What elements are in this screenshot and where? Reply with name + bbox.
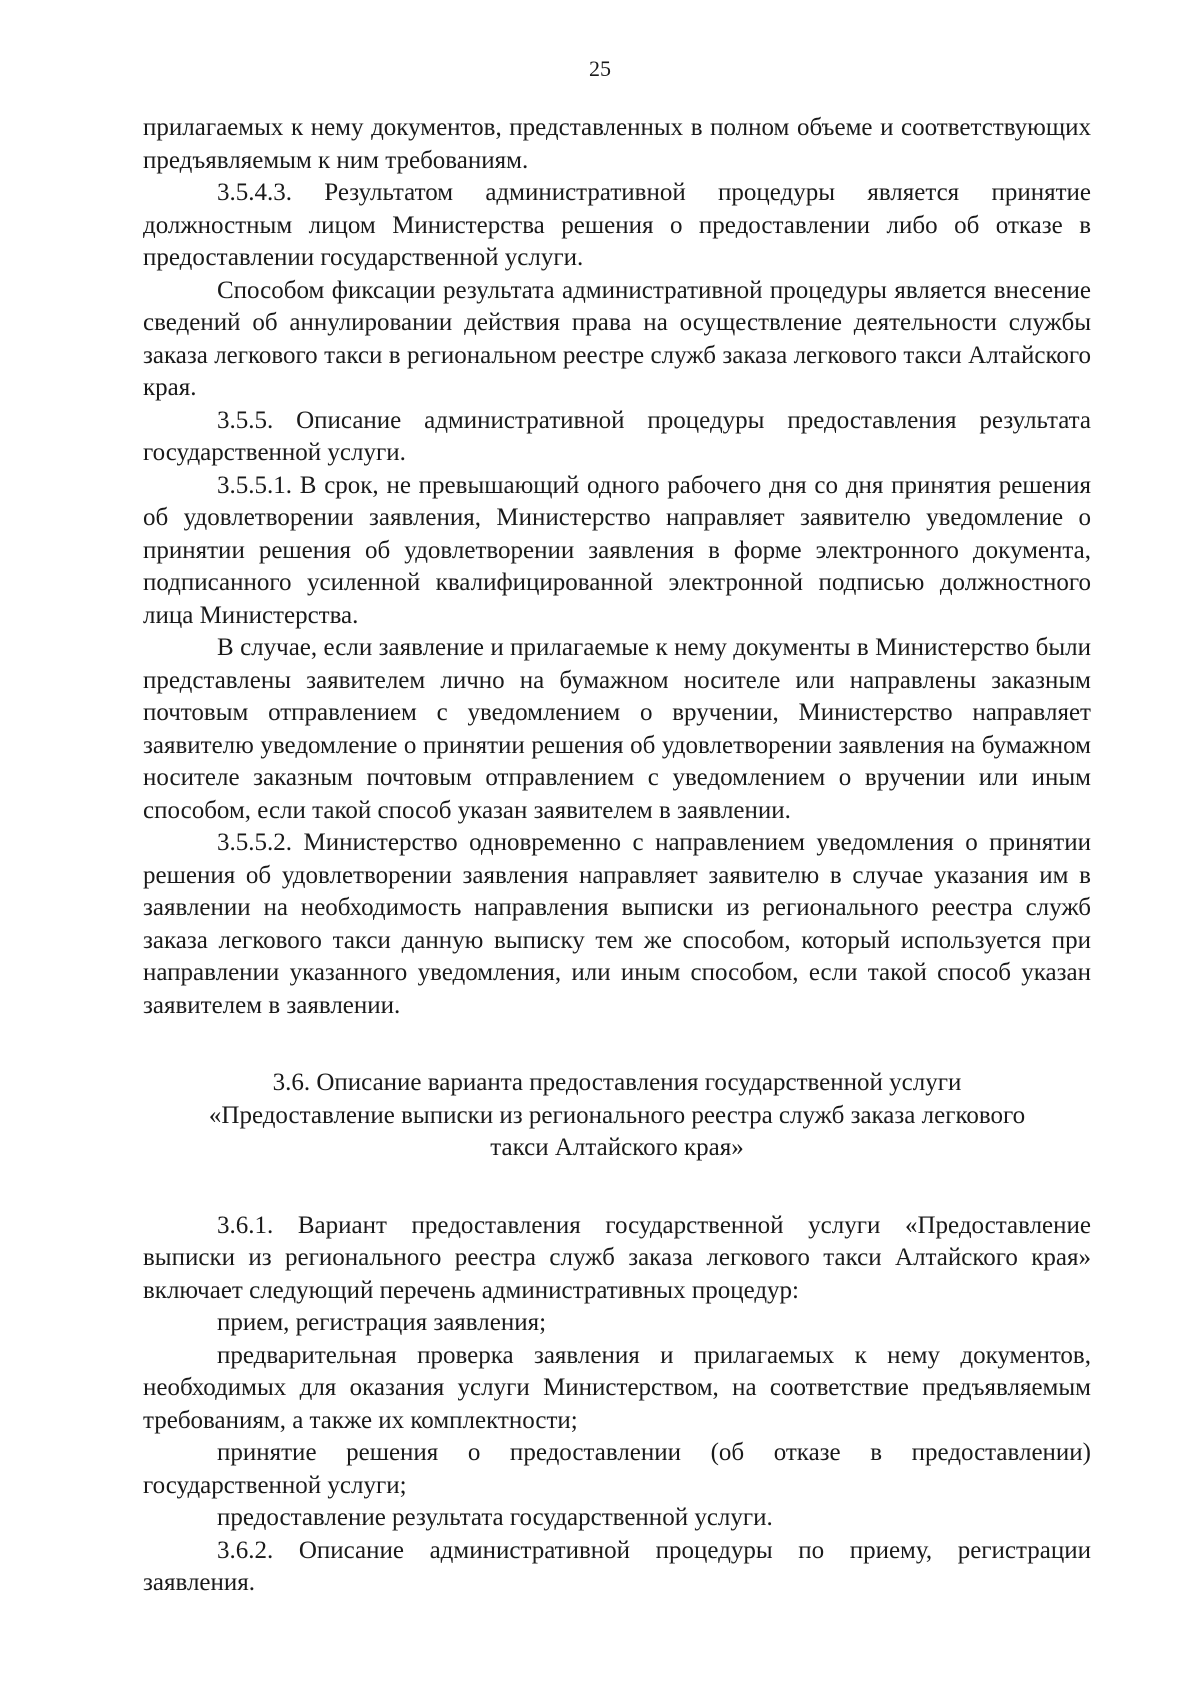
paragraph-3-5-5-2: 3.5.5.2. Министерство одновременно с направлением уведомления о принятии решения об удовлетворении заявления направляет заявителю в случае указания им в заявлении на необходимость направления выписки из регионального реестра служб заказа легкового такси данную выписку тем же способом, который используется при направлении указанного уведомления, или иным способом, если такой способ указан заявителем в заявлении. xyxy=(143,829,1091,1019)
section-heading-3-6 xyxy=(143,1067,1091,1165)
page-number: 25 xyxy=(589,56,611,81)
heading-line-1: 3.6. Описание варианта предоставления государственной услуги xyxy=(272,1069,962,1096)
paragraph-3-5-4-3: 3.5.4.3. Результатом административной процедуры является принятие должностным лицом Министерства решения о предоставлении либо об отказе в предоставлении государственной услуги. xyxy=(143,179,1091,271)
paragraph-fixation: Способом фиксации результата административной процедуры является внесение сведений об аннулировании действия права на осуществление деятельности службы заказа легкового такси в региональном реестре служб заказа легкового такси Алтайского края. xyxy=(143,276,1091,401)
paragraph-3-5-5-1: 3.5.5.1. В срок, не превышающий одного рабочего дня со дня принятия решения об удовлетворении заявления, Министерство направляет заявителю уведомление о принятии решения об удовлетворении заявления в форме электронного документа, подписанного усиленной квалифицированной электронной подписью должностного лица Министерства. xyxy=(143,471,1091,629)
paragraph-3-6-1: 3.6.1. Вариант предоставления государственной услуги «Предоставление выписки из регионального реестра служб заказа легкового такси Алтайского края» включает следующий перечень административных процедур: xyxy=(143,1211,1091,1304)
procedure-item-preliminary-check: предварительная проверка заявления и прилагаемых к нему документов, необходимых для оказания услуги Министерством, на соответствие предъявляемым требованиям, а также их комплектности; xyxy=(143,1341,1091,1434)
procedure-item-result: предоставление результата государственной услуги. xyxy=(217,1504,773,1531)
document-body xyxy=(143,112,1091,1600)
procedure-item-decision: принятие решения о предоставлении (об отказе в предоставлении) государственной услуги; xyxy=(143,1439,1091,1499)
heading-line-3: такси Алтайского края» xyxy=(490,1134,744,1161)
paragraph-paper-notice: В случае, если заявление и прилагаемые к нему документы в Министерство были представлены заявителем лично на бумажном носителе или направлены заказным почтовым отправлением с уведомлением о вручении, Министерство направляет заявителю уведомление о принятии решения об удовлетворении заявления на бумажном носителе заказным почтовым отправлением с уведомлением о вручении или иным способом, если такой способ указан заявителем в заявлении. xyxy=(143,634,1091,824)
heading-line-2: «Предоставление выписки из регионального реестра служб заказа легкового xyxy=(208,1101,1026,1129)
paragraph-3-5-5: 3.5.5. Описание административной процедуры предоставления результата государственной услуги. xyxy=(143,406,1091,466)
procedure-item-reception: прием, регистрация заявления; xyxy=(217,1309,547,1336)
paragraph-3-6-2: 3.6.2. Описание административной процедуры по приему, регистрации заявления. xyxy=(143,1536,1091,1596)
paragraph-continuation: прилагаемых к нему документов, представленных в полном объеме и соответствующих предъявляемым к ним требованиям. xyxy=(143,114,1091,174)
